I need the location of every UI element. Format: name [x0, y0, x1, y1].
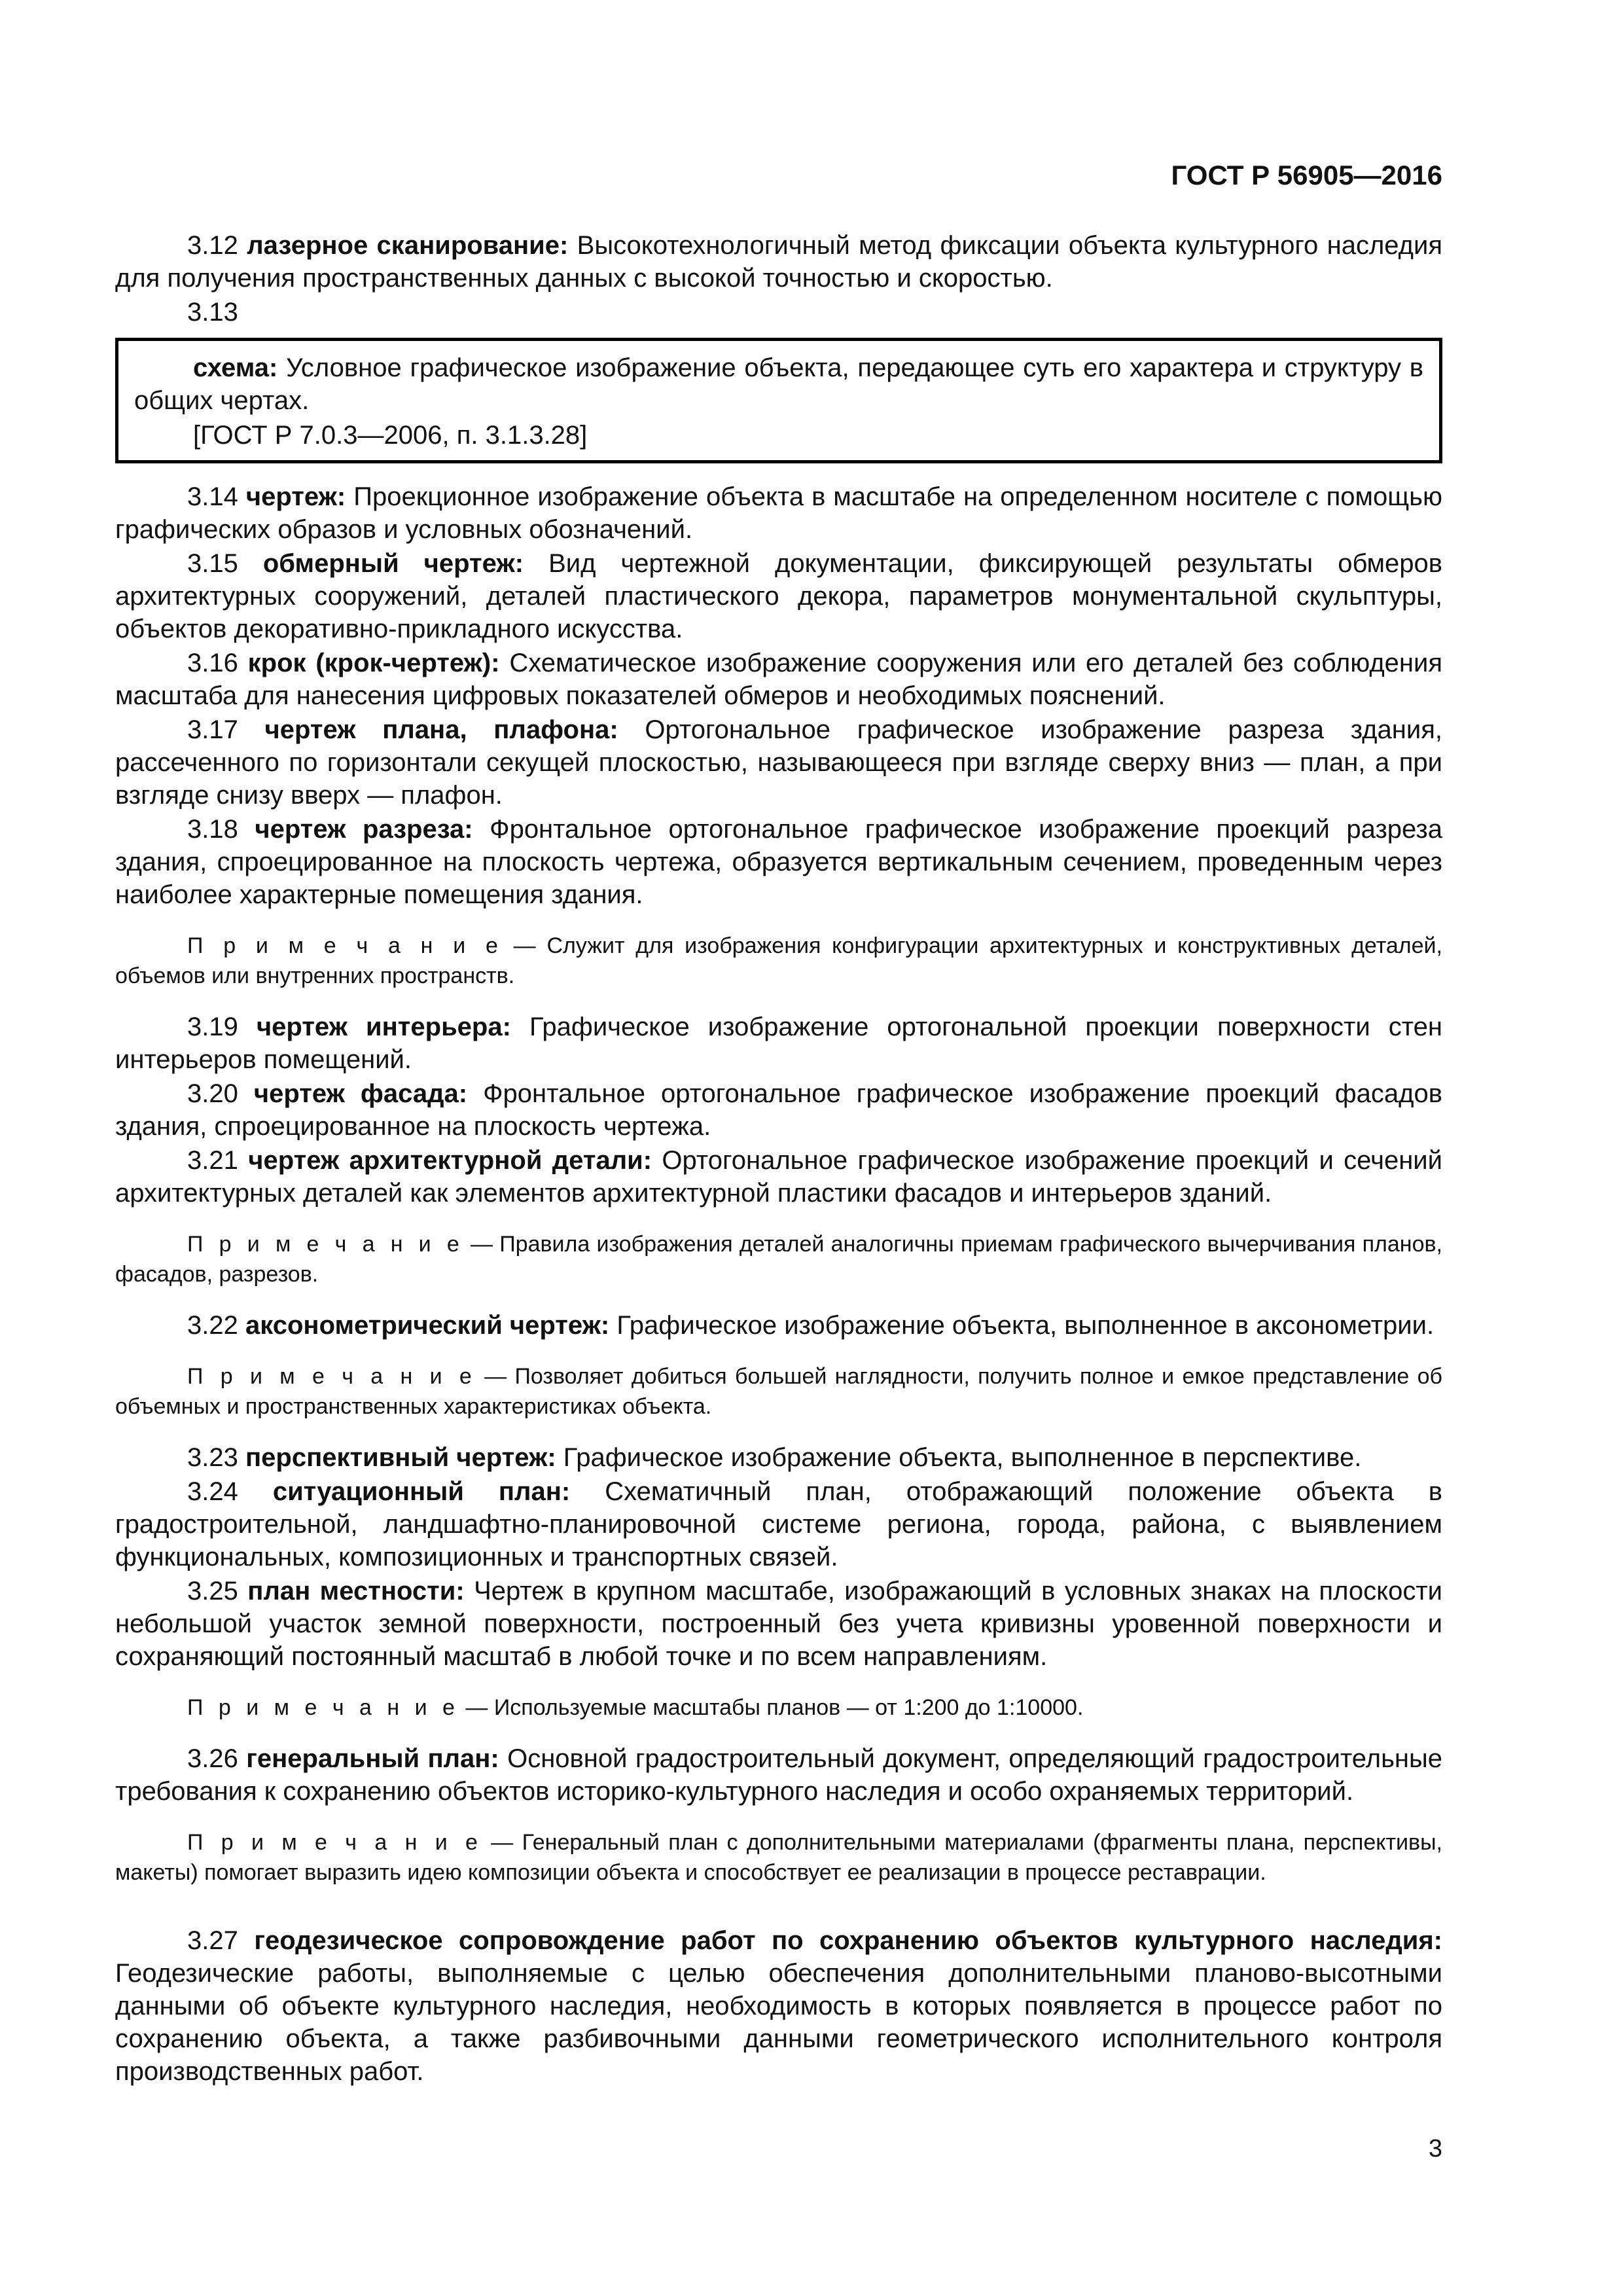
term-name: лазерное сканирование:: [247, 231, 569, 260]
note-text: — Используемые масштабы планов — от 1:200 до 1:10000.: [465, 1695, 1084, 1720]
note-label: П р и м е ч а н и е: [187, 1232, 464, 1257]
term-name: чертеж:: [245, 482, 346, 511]
term-definition: Ортогональное графическое изображение разреза здания, рассеченного по горизонтали секущей плоскостью, называющееся при взгляде сверху вниз — план, а при взгляде снизу вверх — плафон.: [115, 715, 1442, 810]
term-definition: Фронтальное ортогональное графическое изображение проекций фасадов здания, спроецированное на плоскость чертежа.: [115, 1079, 1442, 1141]
term-entry-3-21: [115, 1144, 1442, 1210]
entry-number: 3.25: [187, 1577, 238, 1605]
note-3-21: [115, 1229, 1442, 1289]
term-definition: Проекционное изображение объекта в масштабе на определенном носителе с помощью графических образов и условных обозначений.: [115, 482, 1442, 544]
term-definition: Графическое изображение объекта, выполненное в аксонометрии.: [616, 1311, 1435, 1340]
entry-number: 3.20: [187, 1079, 238, 1108]
entry-number: 3.12: [187, 231, 238, 260]
entry-number: 3.24: [187, 1477, 238, 1506]
term-name: план местности:: [247, 1577, 465, 1605]
source-reference: [ГОСТ Р 7.0.3—2006, п. 3.1.3.28]: [193, 421, 588, 450]
note-3-26: [115, 1827, 1442, 1888]
term-definition: Графическое изображение ортогональной проекции поверхности стен интерьеров помещений.: [115, 1013, 1442, 1074]
term-name: обмерный чертеж:: [262, 549, 524, 578]
entry-number: 3.21: [187, 1146, 238, 1175]
term-entry-3-27: [115, 1924, 1442, 2088]
term-entry-3-20: [115, 1077, 1442, 1143]
note-label: П р и м е ч а н и е: [187, 1695, 459, 1720]
term-entry-3-18: [115, 813, 1442, 911]
note-3-25: [115, 1693, 1442, 1723]
term-entry-3-13-number: 3.13: [187, 298, 238, 327]
term-entry-3-16: [115, 647, 1442, 712]
entry-number: 3.16: [187, 649, 238, 677]
entry-number: 3.23: [187, 1443, 238, 1472]
term-name: чертеж плана, плафона:: [264, 715, 618, 744]
term-definition: Схематичный план, отображающий положение объекта в градостроительной, ландшафтно-планировочной системе региона, города, района, с выявлением функциональных, композиционных и транспортных связей.: [115, 1477, 1442, 1571]
term-definition: Вид чертежной документации, фиксирующей результаты обмеров архитектурных сооружений, деталей пластического декора, параметров монументальной скульптуры, объектов декоративно-прикладного искусства.: [115, 549, 1442, 643]
term-definition: Основной градостроительный документ, определяющий градостроительные требования к сохранению объектов историко-культурного наследия и особо охраняемых территорий.: [115, 1744, 1442, 1806]
term-definition: Чертеж в крупном масштабе, изображающий в условных знаках на плоскости небольшой участок земной поверхности, построенный без учета кривизны уровенной поверхности и сохраняющий постоянный масштаб в любой точке и по всем направлениям.: [115, 1577, 1442, 1671]
term-name: ситуационный план:: [272, 1477, 571, 1506]
term-name: чертеж фасада:: [253, 1079, 468, 1108]
term-entry-3-22: [115, 1309, 1442, 1342]
entry-number: 3.27: [187, 1926, 238, 1955]
entry-number: 3.15: [187, 549, 238, 578]
term-definition: Схематическое изображение сооружения или его деталей без соблюдения масштаба для нанесения цифровых показателей обмеров и необходимых пояснений.: [115, 649, 1442, 710]
entry-number: 3.22: [187, 1311, 238, 1340]
entry-number: 3.19: [187, 1013, 238, 1041]
term-name: крок (крок-чертеж):: [247, 649, 500, 677]
term-definition: Фронтальное ортогональное графическое изображение проекций разреза здания, спроецированное на плоскость чертежа, образуется вертикальным сечением, проведенным через наиболее характерные помещения здания.: [115, 815, 1442, 909]
note-3-18: [115, 931, 1442, 991]
note-label: П р и м е ч а н и е: [187, 1364, 476, 1389]
term-entry-3-26: [115, 1742, 1442, 1808]
entry-number: 3.14: [187, 482, 238, 511]
note-label: П р и м е ч а н и е: [187, 933, 503, 958]
term-entry-3-12: [115, 229, 1442, 295]
note-text: — Служит для изображения конфигурации архитектурных и конструктивных деталей, объемов или внутренних пространств.: [115, 933, 1442, 988]
note-text: — Позволяет добиться большей наглядности, получить полное и емкое представление об объемных и пространственных характеристиках объекта.: [115, 1364, 1442, 1419]
document-code-header: ГОСТ Р 56905—2016: [1171, 160, 1442, 190]
term-name: чертеж разреза:: [255, 815, 473, 844]
quoted-definition-box: [115, 338, 1442, 463]
term-definition: Ортогональное графическое изображение проекций и сечений архитектурных деталей как элементов архитектурной пластики фасадов и интерьеров зданий.: [115, 1146, 1442, 1208]
note-3-22: [115, 1361, 1442, 1422]
term-entry-3-14: [115, 480, 1442, 546]
term-entry-3-19: [115, 1011, 1442, 1076]
term-definition: Геодезические работы, выполняемые с целью обеспечения дополнительными планово-высотными данными об объекте культурного наследия, необходимость в которых появляется в процессе работ по сохранению объекта, а также разбивочными данными геометрического исполнительного контроля производственных работ.: [115, 1959, 1442, 2086]
document-page: [115, 0, 1442, 2296]
term-entry-3-13: [134, 351, 1423, 417]
spacer: [115, 1907, 1442, 1924]
term-definition: Графическое изображение объекта, выполненное в перспективе.: [563, 1443, 1362, 1472]
note-label: П р и м е ч а н и е: [187, 1830, 482, 1855]
term-entry-3-15: [115, 547, 1442, 645]
term-entry-3-24: [115, 1475, 1442, 1573]
entry-number: 3.18: [187, 815, 238, 844]
term-name: аксонометрический чертеж:: [245, 1311, 610, 1340]
entry-number: 3.26: [187, 1744, 238, 1773]
note-text: — Генеральный план с дополнительными материалами (фрагменты плана, перспективы, макеты) помогает выразить идею композиции объекта и способствует ее реализации в процессе реставрации.: [115, 1830, 1442, 1885]
page-number: 3: [1428, 2135, 1442, 2162]
term-name: схема:: [193, 353, 278, 382]
term-name: геодезическое сопровождение работ по сохранению объектов культурного наследия:: [254, 1926, 1442, 1955]
entry-number: 3.17: [187, 715, 238, 744]
term-entry-3-17: [115, 713, 1442, 812]
note-text: — Правила изображения деталей аналогичны приемам графического вычерчивания планов, фасадов, разрезов.: [115, 1232, 1442, 1287]
term-name: генеральный план:: [246, 1744, 499, 1773]
term-entry-3-25: [115, 1575, 1442, 1673]
terms-list: [115, 229, 1442, 2089]
term-definition: Условное графическое изображение объекта, передающее суть его характера и структуру в общих чертах.: [134, 353, 1423, 415]
term-name: перспективный чертеж:: [245, 1443, 556, 1472]
term-definition: Высокотехнологичный метод фиксации объекта культурного наследия для получения пространственных данных с высокой точностью и скоростью.: [115, 231, 1442, 293]
term-name: чертеж архитектурной детали:: [248, 1146, 652, 1175]
term-entry-3-23: [115, 1441, 1442, 1474]
term-name: чертеж интерьера:: [256, 1013, 511, 1041]
